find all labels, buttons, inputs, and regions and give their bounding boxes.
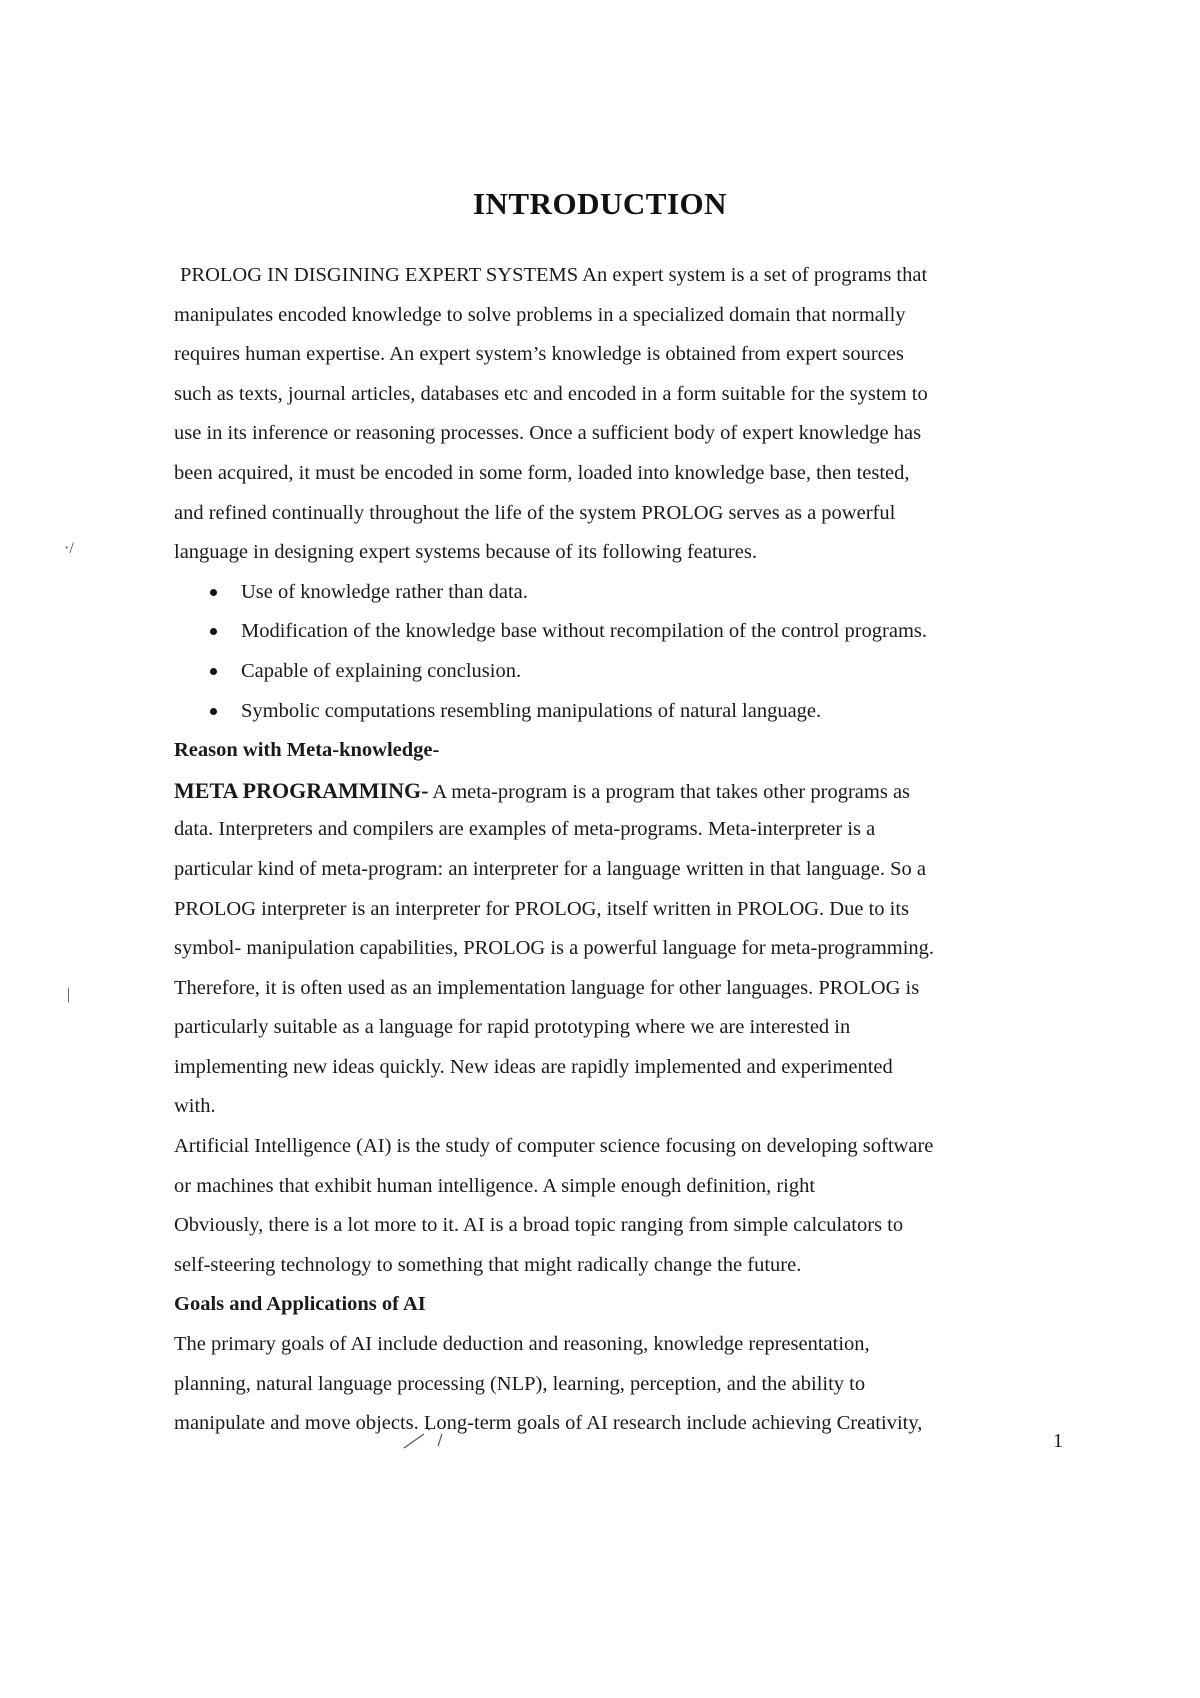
goals-line: manipulate and move objects. Long-term goals of AI research include achieving Creativity, — [174, 1412, 923, 1435]
goals-line: planning, natural language processing (NLP), learning, perception, and the ability to — [174, 1372, 866, 1395]
meta-first-line — [174, 771, 1022, 811]
goals-line: The primary goals of AI include deduction and reasoning, knowledge representation, — [174, 1333, 870, 1356]
intro-line: language in designing expert systems because of its following features. — [174, 541, 757, 564]
meta-line: particular kind of meta-program: an interpreter for a language written in that language. So a — [174, 857, 926, 880]
feature-text: Modification of the knowledge base without recompilation of the control programs. — [241, 620, 928, 643]
meta-line: particularly suitable as a language for rapid prototyping where we are interested in — [174, 1016, 851, 1039]
feature-text: Use of knowledge rather than data. — [241, 580, 528, 603]
intro-line: manipulates encoded knowledge to solve problems in a specialized domain that normally — [174, 303, 906, 326]
pen-scribble-icon — [402, 1424, 452, 1452]
body-text — [174, 256, 1022, 1444]
meta-heading: META PROGRAMMING- — [174, 777, 429, 803]
page-title: INTRODUCTION — [472, 186, 728, 221]
intro-line: PROLOG IN DISGINING EXPERT SYSTEMS An expert system is a set of programs that — [180, 264, 928, 286]
ai-line: Obviously, there is a lot more to it. AI is a broad topic ranging from simple calculators to — [174, 1214, 904, 1237]
page-number: 1 — [1053, 1430, 1063, 1452]
bullet-icon — [210, 668, 217, 675]
list-item — [174, 692, 1022, 732]
intro-line: such as texts, journal articles, databases etc and encoded in a form suitable for the system to — [174, 382, 928, 405]
feature-text: Capable of explaining conclusion. — [241, 659, 522, 682]
ai-line: self-steering technology to something that might radically change the future. — [174, 1253, 802, 1276]
meta-line: data. Interpreters and compilers are examples of meta-programs. Meta-interpreter is a — [174, 818, 876, 841]
reason-heading: Reason with Meta-knowledge- — [174, 739, 440, 762]
meta-line: symbol- manipulation capabilities, PROLOG is a powerful language for meta-programming. — [174, 937, 935, 960]
margin-mark: | — [67, 986, 71, 1003]
bullet-icon — [210, 628, 217, 635]
meta-line: PROLOG interpreter is an interpreter for PROLOG, itself written in PROLOG. Due to its — [174, 897, 910, 920]
feature-text: Symbolic computations resembling manipulations of natural language. — [241, 699, 822, 722]
list-item — [174, 573, 1022, 613]
intro-line: been acquired, it must be encoded in some form, loaded into knowledge base, then tested, — [174, 461, 910, 484]
ai-line: Artificial Intelligence (AI) is the study of computer science focusing on developing software — [174, 1135, 934, 1158]
meta-line: with. — [174, 1095, 216, 1118]
intro-line: requires human expertise. An expert system’s knowledge is obtained from expert sources — [174, 343, 904, 366]
bullet-icon — [210, 708, 217, 715]
list-item — [174, 652, 1022, 692]
margin-mark: ·/ — [64, 540, 74, 557]
list-item — [174, 612, 1022, 652]
goals-heading: Goals and Applications of AI — [174, 1293, 426, 1316]
intro-line: and refined continually throughout the life of the system PROLOG serves as a powerful — [174, 501, 896, 524]
meta-line: implementing new ideas quickly. New ideas are rapidly implemented and experimented — [174, 1055, 893, 1078]
ai-line: or machines that exhibit human intelligence. A simple enough definition, right — [174, 1174, 816, 1197]
intro-line: use in its inference or reasoning processes. Once a sufficient body of expert knowledge has — [174, 422, 922, 445]
bullet-icon — [210, 589, 217, 596]
meta-line: Therefore, it is often used as an implementation language for other languages. PROLOG is — [174, 976, 920, 999]
features-list — [174, 573, 1022, 731]
meta-first-line-text: A meta-program is a program that takes other programs as — [428, 780, 911, 803]
